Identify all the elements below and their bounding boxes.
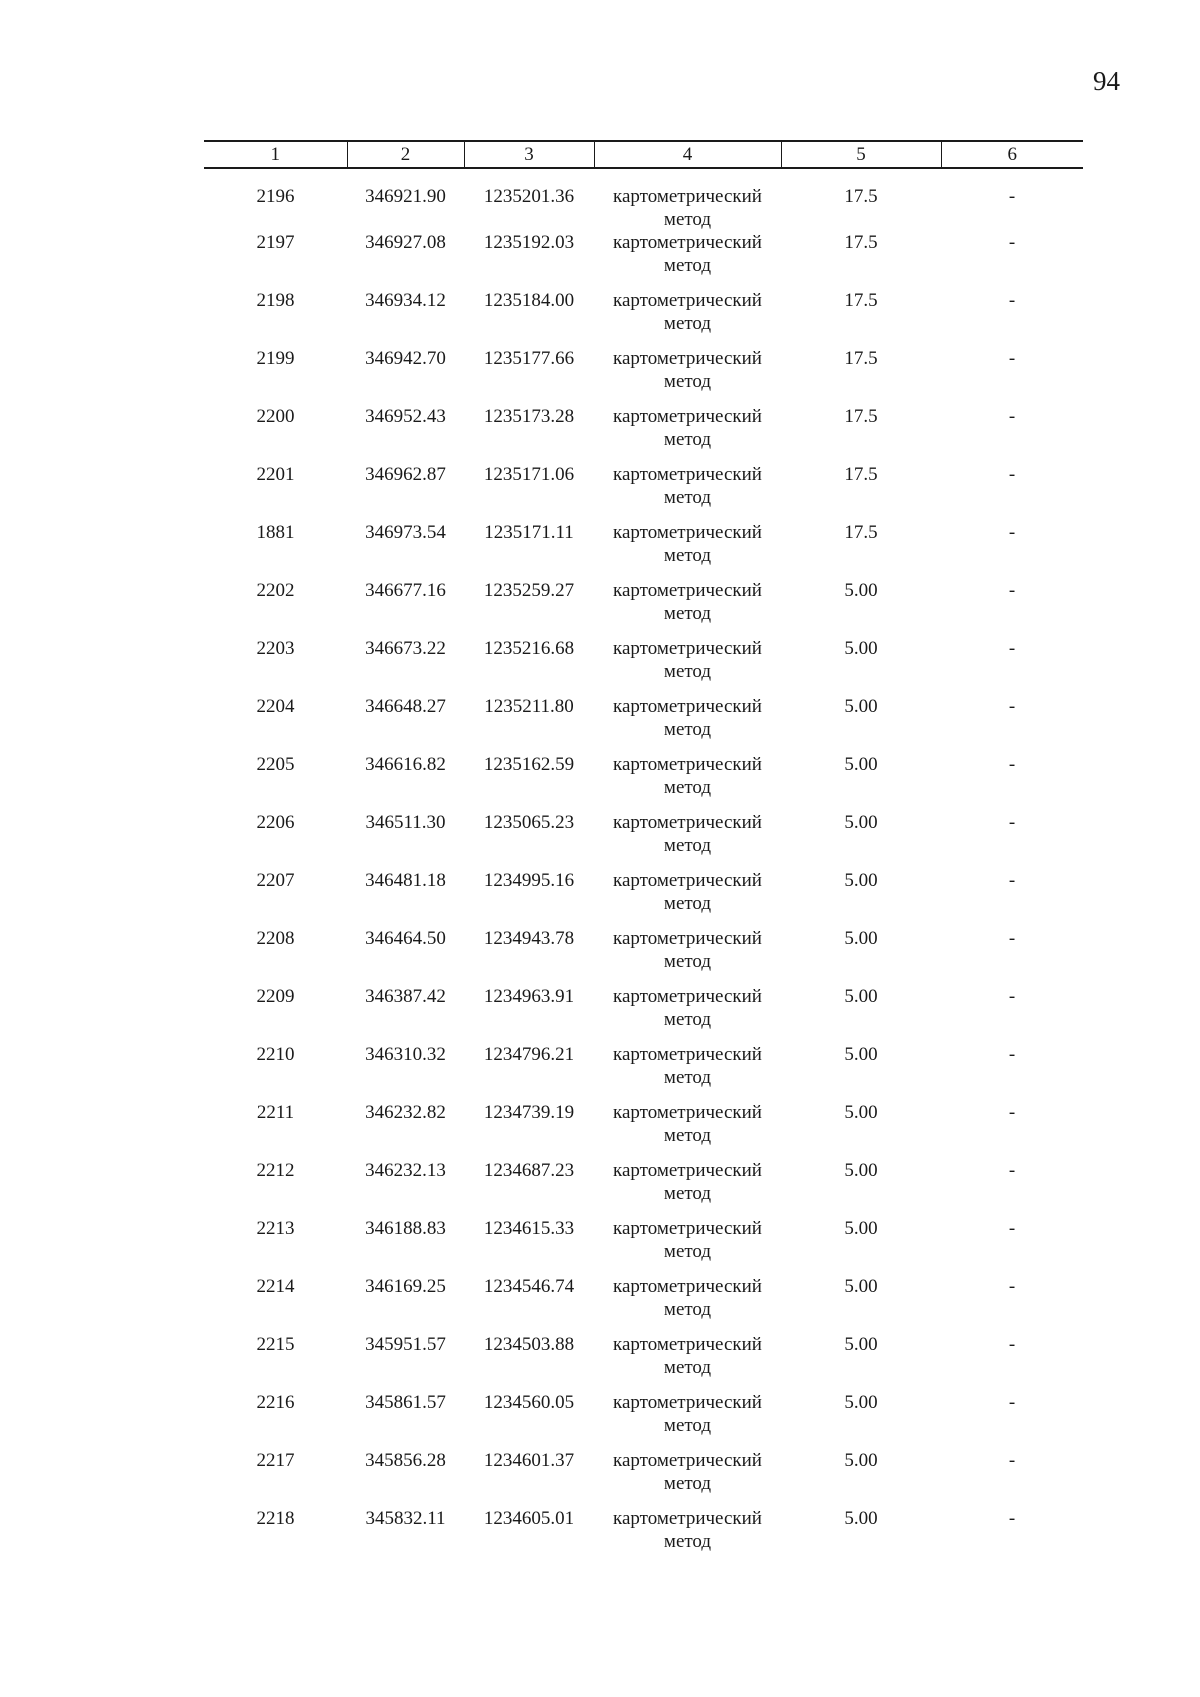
table-row	[204, 1507, 1083, 1565]
accuracy-cell: 17.5	[844, 406, 878, 427]
x-coordinate-cell: 346232.13	[365, 1160, 446, 1181]
point-number-cell: 2201	[256, 464, 295, 485]
x-coordinate-cell: 346169.25	[365, 1276, 446, 1297]
note-cell: -	[1008, 580, 1016, 601]
point-number-cell: 2202	[256, 580, 295, 601]
table-row	[204, 347, 1083, 405]
y-coordinate-cell: 1235211.80	[484, 696, 574, 717]
column-header-6: 6	[941, 141, 1083, 168]
x-coordinate-cell: 346387.42	[365, 986, 446, 1007]
point-number-cell: 2199	[256, 348, 295, 369]
table-row	[204, 231, 1083, 289]
y-coordinate-cell: 1234995.16	[483, 870, 575, 891]
x-coordinate-cell: 345856.28	[365, 1450, 446, 1471]
note-cell: -	[1008, 1276, 1016, 1297]
accuracy-cell: 17.5	[844, 232, 878, 253]
table-row	[204, 637, 1083, 695]
note-cell: -	[1008, 812, 1016, 833]
accuracy-cell: 5.00	[844, 928, 878, 949]
y-coordinate-cell: 1235171.06	[483, 464, 575, 485]
accuracy-cell: 5.00	[844, 1334, 878, 1355]
method-cell: картометрический метод	[613, 580, 762, 624]
column-header-4: 4	[594, 141, 781, 168]
y-coordinate-cell: 1234601.37	[483, 1450, 575, 1471]
accuracy-cell: 5.00	[844, 812, 878, 833]
point-number-cell: 2206	[256, 812, 295, 833]
x-coordinate-cell: 346677.16	[365, 580, 446, 601]
accuracy-cell: 5.00	[844, 870, 878, 891]
x-coordinate-cell: 346942.70	[365, 348, 446, 369]
note-cell: -	[1008, 754, 1016, 775]
note-cell: -	[1008, 522, 1016, 543]
y-coordinate-cell: 1235201.36	[483, 186, 575, 207]
method-cell: картометрический метод	[613, 186, 762, 230]
x-coordinate-cell: 345861.57	[365, 1392, 446, 1413]
method-cell: картометрический метод	[613, 638, 762, 682]
table-row	[204, 579, 1083, 637]
y-coordinate-cell: 1234605.01	[483, 1508, 575, 1529]
x-coordinate-cell: 346934.12	[365, 290, 446, 311]
method-cell: картометрический метод	[613, 696, 762, 740]
y-coordinate-cell: 1235216.68	[483, 638, 575, 659]
y-coordinate-cell: 1234963.91	[483, 986, 575, 1007]
point-number-cell: 2209	[256, 986, 295, 1007]
accuracy-cell: 5.00	[844, 1160, 878, 1181]
table-row	[204, 1333, 1083, 1391]
x-coordinate-cell: 346673.22	[365, 638, 446, 659]
method-cell: картометрический метод	[613, 1218, 762, 1262]
coordinates-table	[204, 140, 1083, 1565]
table-row	[204, 985, 1083, 1043]
accuracy-cell: 5.00	[844, 638, 878, 659]
method-cell: картометрический метод	[613, 290, 762, 334]
method-cell: картометрический метод	[613, 928, 762, 972]
point-number-cell: 2210	[256, 1044, 295, 1065]
y-coordinate-cell: 1235192.03	[483, 232, 575, 253]
method-cell: картометрический метод	[613, 1044, 762, 1088]
table-row	[204, 405, 1083, 463]
column-header-5: 5	[781, 141, 941, 168]
y-coordinate-cell: 1234503.88	[483, 1334, 575, 1355]
accuracy-cell: 5.00	[844, 1392, 878, 1413]
table-row	[204, 753, 1083, 811]
accuracy-cell: 5.00	[844, 1044, 878, 1065]
y-coordinate-cell: 1235065.23	[483, 812, 575, 833]
accuracy-cell: 5.00	[844, 1276, 878, 1297]
point-number-cell: 2216	[256, 1392, 295, 1413]
column-header-1: 1	[204, 141, 347, 168]
note-cell: -	[1008, 1450, 1016, 1471]
method-cell: картометрический метод	[613, 986, 762, 1030]
point-number-cell: 2214	[256, 1276, 295, 1297]
method-cell: картометрический метод	[613, 870, 762, 914]
method-cell: картометрический метод	[613, 348, 762, 392]
page-number: 94	[1093, 66, 1120, 96]
y-coordinate-cell: 1235184.00	[483, 290, 575, 311]
method-cell: картометрический метод	[613, 1450, 762, 1494]
accuracy-cell: 17.5	[844, 522, 878, 543]
x-coordinate-cell: 346973.54	[365, 522, 446, 543]
method-cell: картометрический метод	[613, 1508, 762, 1552]
y-coordinate-cell: 1234739.19	[483, 1102, 575, 1123]
note-cell: -	[1008, 348, 1016, 369]
y-coordinate-cell: 1234687.23	[483, 1160, 575, 1181]
column-header-3: 3	[464, 141, 594, 168]
column-header-2: 2	[347, 141, 464, 168]
x-coordinate-cell: 346962.87	[365, 464, 446, 485]
x-coordinate-cell: 346616.82	[365, 754, 446, 775]
point-number-cell: 2212	[256, 1160, 295, 1181]
table-row	[204, 1159, 1083, 1217]
point-number-cell: 2200	[256, 406, 295, 427]
x-coordinate-cell: 345832.11	[365, 1508, 446, 1529]
table-row	[204, 1217, 1083, 1275]
point-number-cell: 2211	[256, 1102, 295, 1123]
note-cell: -	[1008, 1044, 1016, 1065]
accuracy-cell: 5.00	[844, 580, 878, 601]
accuracy-cell: 17.5	[844, 290, 878, 311]
note-cell: -	[1008, 186, 1016, 207]
method-cell: картометрический метод	[613, 1392, 762, 1436]
point-number-cell: 2197	[256, 232, 295, 253]
point-number-cell: 2198	[256, 290, 295, 311]
x-coordinate-cell: 346952.43	[365, 406, 446, 427]
x-coordinate-cell: 346511.30	[365, 812, 446, 833]
method-cell: картометрический метод	[613, 464, 762, 508]
point-number-cell: 1881	[256, 522, 295, 543]
accuracy-cell: 17.5	[844, 464, 878, 485]
y-coordinate-cell: 1234796.21	[483, 1044, 575, 1065]
table-row	[204, 1101, 1083, 1159]
accuracy-cell: 5.00	[844, 1102, 878, 1123]
table-row	[204, 168, 1083, 231]
x-coordinate-cell: 346648.27	[365, 696, 446, 717]
point-number-cell: 2205	[256, 754, 295, 775]
method-cell: картометрический метод	[613, 406, 762, 450]
point-number-cell: 2208	[256, 928, 295, 949]
x-coordinate-cell: 345951.57	[365, 1334, 446, 1355]
method-cell: картометрический метод	[613, 232, 762, 276]
note-cell: -	[1008, 1334, 1016, 1355]
table-row	[204, 289, 1083, 347]
coordinates-table-container	[204, 140, 1083, 1565]
method-cell: картометрический метод	[613, 522, 762, 566]
point-number-cell: 2218	[256, 1508, 295, 1529]
table-row	[204, 463, 1083, 521]
point-number-cell: 2207	[256, 870, 295, 891]
x-coordinate-cell: 346464.50	[365, 928, 446, 949]
header-row	[204, 141, 1083, 168]
x-coordinate-cell: 346481.18	[365, 870, 446, 891]
y-coordinate-cell: 1234560.05	[483, 1392, 575, 1413]
table-header	[204, 141, 1083, 168]
note-cell: -	[1008, 406, 1016, 427]
y-coordinate-cell: 1235259.27	[483, 580, 575, 601]
accuracy-cell: 5.00	[844, 986, 878, 1007]
accuracy-cell: 5.00	[844, 696, 878, 717]
method-cell: картометрический метод	[613, 1102, 762, 1146]
note-cell: -	[1008, 1102, 1016, 1123]
note-cell: -	[1008, 870, 1016, 891]
note-cell: -	[1008, 986, 1016, 1007]
accuracy-cell: 5.00	[844, 1508, 878, 1529]
y-coordinate-cell: 1234615.33	[483, 1218, 575, 1239]
x-coordinate-cell: 346921.90	[365, 186, 446, 207]
accuracy-cell: 5.00	[844, 754, 878, 775]
y-coordinate-cell: 1234943.78	[483, 928, 575, 949]
table-row	[204, 927, 1083, 985]
x-coordinate-cell: 346310.32	[365, 1044, 446, 1065]
point-number-cell: 2217	[256, 1450, 295, 1471]
note-cell: -	[1008, 232, 1016, 253]
y-coordinate-cell: 1235171.11	[484, 522, 574, 543]
table-row	[204, 695, 1083, 753]
point-number-cell: 2204	[256, 696, 295, 717]
y-coordinate-cell: 1234546.74	[483, 1276, 575, 1297]
note-cell: -	[1008, 638, 1016, 659]
accuracy-cell: 17.5	[844, 186, 878, 207]
method-cell: картометрический метод	[613, 1334, 762, 1378]
table-row	[204, 869, 1083, 927]
table-row	[204, 1275, 1083, 1333]
point-number-cell: 2215	[256, 1334, 295, 1355]
note-cell: -	[1008, 464, 1016, 485]
table-row	[204, 1449, 1083, 1507]
note-cell: -	[1008, 1160, 1016, 1181]
note-cell: -	[1008, 1218, 1016, 1239]
table-row	[204, 521, 1083, 579]
accuracy-cell: 5.00	[844, 1218, 878, 1239]
note-cell: -	[1008, 1392, 1016, 1413]
y-coordinate-cell: 1235162.59	[483, 754, 575, 775]
table-row	[204, 1043, 1083, 1101]
point-number-cell: 2203	[256, 638, 295, 659]
method-cell: картометрический метод	[613, 754, 762, 798]
note-cell: -	[1008, 928, 1016, 949]
y-coordinate-cell: 1235177.66	[483, 348, 575, 369]
accuracy-cell: 5.00	[844, 1450, 878, 1471]
method-cell: картометрический метод	[613, 812, 762, 856]
table-row	[204, 811, 1083, 869]
method-cell: картометрический метод	[613, 1160, 762, 1204]
table-row	[204, 1391, 1083, 1449]
x-coordinate-cell: 346927.08	[365, 232, 446, 253]
note-cell: -	[1008, 1508, 1016, 1529]
note-cell: -	[1008, 290, 1016, 311]
accuracy-cell: 17.5	[844, 348, 878, 369]
table-body	[204, 168, 1083, 1565]
point-number-cell: 2196	[256, 186, 295, 207]
y-coordinate-cell: 1235173.28	[483, 406, 575, 427]
method-cell: картометрический метод	[613, 1276, 762, 1320]
point-number-cell: 2213	[256, 1218, 295, 1239]
note-cell: -	[1008, 696, 1016, 717]
x-coordinate-cell: 346232.82	[365, 1102, 446, 1123]
x-coordinate-cell: 346188.83	[365, 1218, 446, 1239]
